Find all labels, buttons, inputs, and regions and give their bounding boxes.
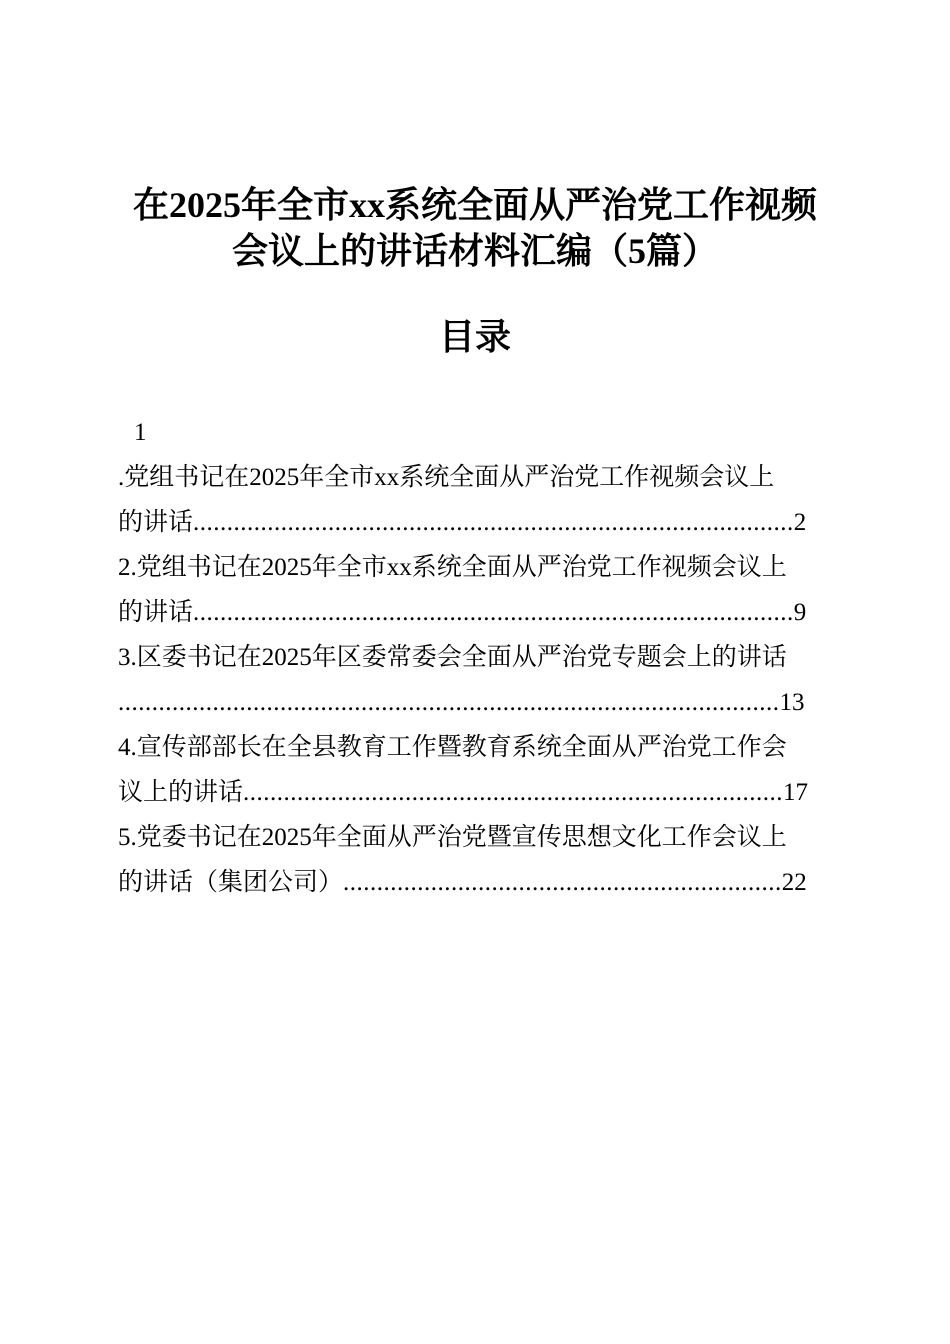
toc-entry-leader-line	[118, 860, 830, 905]
table-of-contents	[118, 410, 830, 905]
toc-page-number: 22	[781, 869, 807, 896]
toc-entry-leader-line	[118, 680, 830, 725]
toc-page-number: 13	[779, 689, 805, 716]
toc-entry-title-tail: 的讲话（集团公司）	[118, 869, 344, 896]
title-line-2: 会议上的讲话材料汇编（5篇）	[231, 231, 718, 271]
toc-entry-title-line: 3.区委书记在2025年区委常委会全面从严治党专题会上的讲话	[118, 644, 787, 671]
toc-entry-leader-line	[118, 590, 830, 635]
toc-entry-4[interactable]	[118, 725, 830, 815]
toc-entry-title-tail: 议上的讲话	[118, 779, 244, 806]
dot-leader: ..................................................................................................	[118, 689, 780, 716]
toc-entry-5[interactable]	[118, 815, 830, 905]
toc-entry-title-line: 4.宣传部部长在全县教育工作暨教育系统全面从严治党工作会	[118, 734, 787, 761]
toc-entry-2[interactable]	[118, 545, 830, 635]
toc-page-number: 17	[783, 779, 809, 806]
toc-entry-leader-line	[118, 770, 830, 815]
dot-leader: ................................................................................	[243, 779, 784, 806]
dot-leader: .................................................................	[343, 869, 782, 896]
toc-entry-title-tail: 的讲话	[118, 509, 194, 536]
toc-page-number: 2	[793, 509, 807, 536]
toc-entry-1[interactable]	[118, 410, 830, 545]
toc-entry-3[interactable]	[118, 635, 830, 725]
toc-entry-title-line: 2.党组书记在2025年全市xx系统全面从严治党工作视频会议上	[118, 554, 787, 581]
toc-entry-title-line: 5.党委书记在2025年全面从严治党暨宣传思想文化工作会议上	[118, 824, 787, 851]
toc-entry-title-line: .党组书记在2025年全市xx系统全面从严治党工作视频会议上	[118, 464, 775, 491]
toc-entry-number: 1	[134, 419, 147, 446]
toc-entry-leader-line	[118, 500, 830, 545]
dot-leader: .........................................................................................	[193, 599, 794, 626]
toc-page-number: 9	[793, 599, 807, 626]
toc-entry-title-tail: 的讲话	[118, 599, 194, 626]
title-line-1: 在2025年全市xx系统全面从严治党工作视频	[132, 185, 817, 225]
dot-leader: .........................................................................................	[193, 509, 794, 536]
toc-heading: 目录	[438, 317, 511, 357]
document-title	[90, 182, 860, 274]
